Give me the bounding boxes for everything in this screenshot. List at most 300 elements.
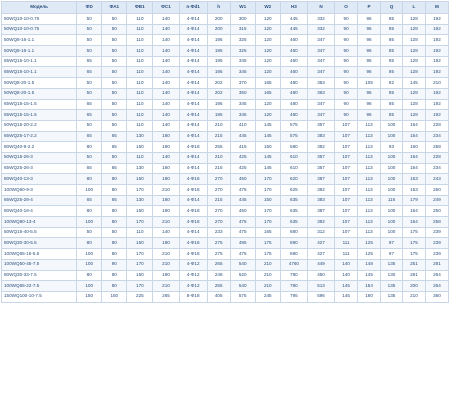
table-row — [2, 217, 449, 228]
table-cell: 170 — [127, 259, 153, 270]
table-cell: 110 — [127, 88, 153, 99]
column-header: W2 — [255, 2, 280, 14]
table-cell: 690 — [280, 249, 307, 260]
table-cell: 148 — [358, 259, 381, 270]
table-cell: 107 — [335, 217, 358, 228]
model-cell: 80WQ40-9-2.2 — [2, 142, 77, 153]
model-cell: 65WQ15-10-1.1 — [2, 56, 77, 67]
table-cell: 475 — [230, 217, 255, 228]
table-cell: 80 — [77, 270, 102, 281]
table-row — [2, 24, 449, 35]
table-cell: 90 — [335, 67, 358, 78]
table-cell: 111 — [335, 238, 358, 249]
table-cell: 392 — [307, 142, 334, 153]
model-cell: 65WQ25-17-2.2 — [2, 131, 77, 142]
table-cell: 100 — [381, 152, 403, 163]
table-cell: 4-Φ18 — [179, 185, 207, 196]
table-cell: 596 — [307, 291, 334, 302]
table-cell: 140 — [335, 270, 358, 281]
table-cell: 392 — [307, 185, 334, 196]
table-cell: 153 — [402, 185, 425, 196]
table-cell: 325 — [230, 46, 255, 57]
table-cell: 110 — [127, 35, 153, 46]
column-header: O — [335, 2, 358, 14]
table-cell: 96 — [358, 24, 381, 35]
table-cell: 245 — [255, 291, 280, 302]
table-cell: 680 — [280, 227, 307, 238]
table-cell: 4-Φ14 — [179, 88, 207, 99]
table-cell: 190 — [153, 142, 179, 153]
table-cell: 65 — [77, 99, 102, 110]
table-cell: 128 — [402, 35, 425, 46]
table-cell: 100 — [381, 120, 403, 131]
table-cell: 4-Φ18 — [179, 217, 207, 228]
table-cell: 275 — [207, 249, 230, 260]
table-cell: 128 — [402, 24, 425, 35]
table-cell: 202 — [207, 88, 230, 99]
table-cell: 113 — [358, 217, 381, 228]
table-cell: 120 — [255, 46, 280, 57]
table-cell: 145 — [255, 131, 280, 142]
table-cell: 164 — [402, 217, 425, 228]
column-header: Q — [381, 2, 403, 14]
table-row — [2, 259, 449, 270]
table-cell: 264 — [425, 270, 448, 281]
column-header: P — [358, 2, 381, 14]
table-cell: 635 — [280, 206, 307, 217]
table-cell: 215 — [207, 131, 230, 142]
table-cell: 128 — [402, 99, 425, 110]
table-cell: 449 — [307, 259, 334, 270]
table-cell: 65 — [77, 67, 102, 78]
table-cell: 370 — [230, 78, 255, 89]
table-cell: 195 — [207, 110, 230, 121]
column-header: W1 — [230, 2, 255, 14]
table-cell: 110 — [127, 46, 153, 57]
table-cell: 107 — [335, 163, 358, 174]
table-cell: 4-Φ14 — [179, 56, 207, 67]
table-cell: 80 — [102, 217, 127, 228]
table-cell: 100 — [77, 249, 102, 260]
table-cell: 575 — [230, 291, 255, 302]
column-header: ΦC1 — [153, 2, 179, 14]
table-cell: 281 — [402, 270, 425, 281]
table-cell: 275 — [207, 238, 230, 249]
table-cell: 90 — [335, 99, 358, 110]
table-cell: 113 — [358, 185, 381, 196]
table-cell: 96 — [358, 88, 381, 99]
table-cell: 210 — [255, 259, 280, 270]
column-header: Модель — [2, 2, 77, 14]
table-cell: 145 — [255, 120, 280, 131]
table-cell: 107 — [335, 152, 358, 163]
table-cell: 175 — [255, 238, 280, 249]
table-cell: 50 — [102, 56, 127, 67]
table-cell: 392 — [307, 217, 334, 228]
table-body — [2, 14, 449, 303]
table-cell: 100 — [381, 217, 403, 228]
table-cell: 150 — [77, 291, 102, 302]
table-cell: 445 — [280, 14, 307, 25]
table-cell: 107 — [335, 131, 358, 142]
table-cell: 82 — [381, 78, 403, 89]
table-cell: 80 — [102, 185, 127, 196]
table-cell: 140 — [153, 120, 179, 131]
table-cell: 128 — [402, 67, 425, 78]
table-cell: 4-Φ18 — [179, 249, 207, 260]
table-cell: 610 — [280, 163, 307, 174]
table-cell: 192 — [425, 24, 448, 35]
table-cell: 113 — [358, 227, 381, 238]
table-cell: 100 — [381, 206, 403, 217]
table-cell: 445 — [230, 131, 255, 142]
table-cell: 312 — [307, 227, 334, 238]
table-cell: 150 — [255, 142, 280, 153]
table-cell: 135 — [381, 259, 403, 270]
table-row — [2, 131, 449, 142]
table-cell: 195 — [207, 35, 230, 46]
table-cell: 107 — [335, 174, 358, 185]
table-cell: 50 — [102, 46, 127, 57]
table-cell: 85 — [381, 24, 403, 35]
table-cell: 195 — [207, 56, 230, 67]
table-cell: 107 — [335, 206, 358, 217]
table-cell: 427 — [307, 238, 334, 249]
table-cell: 540 — [230, 281, 255, 292]
table-cell: 80 — [102, 249, 127, 260]
table-cell: 580 — [280, 142, 307, 153]
table-cell: 80 — [102, 238, 127, 249]
table-cell: 100 — [381, 227, 403, 238]
table-cell: 415 — [230, 142, 255, 153]
table-cell: 258 — [425, 217, 448, 228]
table-cell: 150 — [127, 238, 153, 249]
table-cell: 202 — [207, 78, 230, 89]
model-cell: 50WQ8-20-1.5 — [2, 88, 77, 99]
table-row — [2, 195, 449, 206]
table-cell: 635 — [280, 195, 307, 206]
table-cell: 383 — [307, 195, 334, 206]
table-cell: 120 — [255, 99, 280, 110]
table-cell: 345 — [230, 99, 255, 110]
table-cell: 175 — [402, 249, 425, 260]
table-cell: 100 — [77, 281, 102, 292]
table-cell: 460 — [280, 46, 307, 57]
table-cell: 4-Φ12 — [179, 281, 207, 292]
table-cell: 4-Φ14 — [179, 24, 207, 35]
table-cell: 248 — [207, 270, 230, 281]
table-cell: 93 — [381, 142, 403, 153]
model-cell: 65WQ15-15-1.5 — [2, 99, 77, 110]
table-cell: 65 — [102, 195, 127, 206]
table-cell: 350 — [230, 88, 255, 99]
table-cell: 325 — [230, 35, 255, 46]
table-cell: 113 — [358, 131, 381, 142]
table-cell: 4-Φ14 — [179, 120, 207, 131]
table-cell: 4-Φ18 — [179, 142, 207, 153]
table-cell: 90 — [335, 24, 358, 35]
column-header: N — [307, 2, 334, 14]
table-cell: 347 — [307, 99, 334, 110]
table-cell: 540 — [230, 259, 255, 270]
table-cell: 110 — [127, 110, 153, 121]
table-cell: 100 — [77, 217, 102, 228]
column-header: ΦD — [77, 2, 102, 14]
table-cell: 116 — [381, 195, 403, 206]
table-cell: 243 — [425, 174, 448, 185]
table-cell: 110 — [127, 78, 153, 89]
table-cell: 179 — [402, 195, 425, 206]
table-cell: 65 — [77, 131, 102, 142]
table-cell: 210 — [153, 249, 179, 260]
table-cell: 460 — [280, 56, 307, 67]
column-header: ΦB1 — [127, 2, 153, 14]
table-cell: 357 — [307, 163, 334, 174]
model-cell: 100WQ65-22-7.5 — [2, 281, 77, 292]
table-cell: 363 — [307, 78, 334, 89]
table-cell: 192 — [425, 35, 448, 46]
table-cell: 8-Φ18 — [179, 291, 207, 302]
table-row — [2, 281, 449, 292]
table-cell: 97 — [381, 249, 403, 260]
table-cell: 4-Φ18 — [179, 206, 207, 217]
table-cell: 96 — [358, 99, 381, 110]
table-cell: 140 — [153, 152, 179, 163]
model-cell: 100WQ80-13-4 — [2, 217, 77, 228]
table-cell: 80 — [102, 174, 127, 185]
table-cell: 80 — [77, 238, 102, 249]
table-row — [2, 291, 449, 302]
table-cell: 120 — [255, 35, 280, 46]
model-cell: 50WQ15-26-3 — [2, 152, 77, 163]
model-cell: 80WQ40-13-3 — [2, 174, 77, 185]
table-row — [2, 163, 449, 174]
table-cell: 255 — [207, 281, 230, 292]
table-cell: 65 — [77, 56, 102, 67]
table-cell: 4-Φ14 — [179, 46, 207, 57]
model-cell: 50WQ10-10-0.75 — [2, 24, 77, 35]
table-cell: 120 — [255, 67, 280, 78]
table-cell: 164 — [402, 131, 425, 142]
table-cell: 4-Φ18 — [179, 238, 207, 249]
table-cell: 160 — [153, 163, 179, 174]
table-cell: 480 — [280, 78, 307, 89]
table-cell: 90 — [335, 88, 358, 99]
table-cell: 128 — [402, 56, 425, 67]
table-cell: 50 — [77, 78, 102, 89]
table-cell: 190 — [153, 238, 179, 249]
table-cell: 107 — [335, 195, 358, 206]
table-cell: 4-Φ14 — [179, 195, 207, 206]
table-cell: 80 — [77, 206, 102, 217]
table-cell: 113 — [358, 120, 381, 131]
table-cell: 120 — [255, 24, 280, 35]
table-cell: 445 — [230, 195, 255, 206]
table-cell: 200 — [207, 14, 230, 25]
table-cell: 170 — [255, 185, 280, 196]
table-cell: 105 — [358, 78, 381, 89]
table-row — [2, 238, 449, 249]
table-cell: 90 — [335, 56, 358, 67]
table-header-row — [2, 2, 449, 14]
table-row — [2, 174, 449, 185]
table-cell: 160 — [153, 195, 179, 206]
table-cell: 258 — [425, 142, 448, 153]
table-cell: 210 — [153, 281, 179, 292]
table-cell: 50 — [102, 78, 127, 89]
table-cell: 780 — [280, 270, 307, 281]
table-cell: 475 — [230, 249, 255, 260]
table-cell: 80 — [102, 206, 127, 217]
table-cell: 90 — [335, 46, 358, 57]
table-cell: 80 — [77, 174, 102, 185]
table-cell: 383 — [307, 131, 334, 142]
table-cell: 4-Φ14 — [179, 35, 207, 46]
table-cell: 140 — [153, 46, 179, 57]
table-cell: 145 — [335, 281, 358, 292]
table-cell: 120 — [255, 110, 280, 121]
table-cell: 190 — [153, 206, 179, 217]
table-cell: 145 — [402, 78, 425, 89]
column-header: h — [207, 2, 230, 14]
table-cell: 170 — [127, 185, 153, 196]
table-cell: 50 — [102, 14, 127, 25]
table-cell: 140 — [153, 227, 179, 238]
spec-table-container — [1, 1, 449, 303]
table-cell: 90 — [335, 78, 358, 89]
table-row — [2, 142, 449, 153]
table-cell: 50 — [102, 227, 127, 238]
table-cell: 65 — [77, 163, 102, 174]
model-cell: 150WQ100-10-7.5 — [2, 291, 77, 302]
table-cell: 270 — [207, 185, 230, 196]
column-header: H3 — [280, 2, 307, 14]
table-cell: 427 — [307, 249, 334, 260]
table-cell: 4-Φ14 — [179, 78, 207, 89]
table-cell: 228 — [425, 152, 448, 163]
table-cell: 130 — [127, 195, 153, 206]
table-cell: 50 — [77, 46, 102, 57]
table-cell: 96 — [358, 67, 381, 78]
table-cell: 80 — [102, 270, 127, 281]
table-cell: 150 — [127, 270, 153, 281]
table-cell: 113 — [358, 152, 381, 163]
table-row — [2, 67, 449, 78]
table-cell: 281 — [425, 259, 448, 270]
table-cell: 107 — [335, 227, 358, 238]
table-cell: 234 — [425, 131, 448, 142]
table-cell: 795 — [280, 291, 307, 302]
model-cell: 65WQ25-26-3 — [2, 163, 77, 174]
table-cell: 357 — [307, 120, 334, 131]
table-cell: 135 — [381, 291, 403, 302]
table-cell: 249 — [425, 195, 448, 206]
table-cell: 4-Φ14 — [179, 14, 207, 25]
model-cell: 100WQ50-45-7.5 — [2, 259, 77, 270]
table-cell: 475 — [230, 227, 255, 238]
table-cell: 387 — [307, 206, 334, 217]
table-cell: 140 — [153, 14, 179, 25]
table-cell: 210 — [153, 259, 179, 270]
table-cell: 50 — [102, 35, 127, 46]
table-cell: 170 — [127, 249, 153, 260]
table-cell: 50 — [77, 88, 102, 99]
table-cell: 113 — [358, 163, 381, 174]
table-cell: 425 — [230, 152, 255, 163]
table-cell: 90 — [335, 14, 358, 25]
table-cell: 96 — [358, 35, 381, 46]
table-row — [2, 270, 449, 281]
table-cell: 260 — [425, 185, 448, 196]
table-cell: 233 — [207, 227, 230, 238]
table-cell: 164 — [402, 152, 425, 163]
table-cell: 50 — [77, 24, 102, 35]
table-cell: 50 — [102, 120, 127, 131]
model-cell: 65WQ15-15-1.5 — [2, 110, 77, 121]
table-cell: 210 — [425, 78, 448, 89]
table-cell: 170 — [255, 217, 280, 228]
table-cell: 192 — [425, 67, 448, 78]
table-cell: 140 — [153, 56, 179, 67]
table-cell: 445 — [280, 24, 307, 35]
table-row — [2, 120, 449, 131]
table-row — [2, 78, 449, 89]
table-cell: 228 — [425, 120, 448, 131]
model-cell: 50WQ15-20-2.2 — [2, 120, 77, 131]
table-cell: 113 — [358, 174, 381, 185]
table-cell: 360 — [425, 291, 448, 302]
table-row — [2, 249, 449, 260]
table-cell: 4-Φ14 — [179, 163, 207, 174]
table-cell: 90 — [335, 35, 358, 46]
table-cell: 192 — [425, 99, 448, 110]
table-cell: 450 — [230, 206, 255, 217]
table-cell: 192 — [425, 110, 448, 121]
table-cell: 4-Φ12 — [179, 259, 207, 270]
model-cell: 80WQ30-30-5.5 — [2, 238, 77, 249]
model-cell: 65WQ15-10-1.1 — [2, 67, 77, 78]
table-cell: 345 — [230, 110, 255, 121]
table-cell: 145 — [335, 291, 358, 302]
table-cell: 50 — [102, 67, 127, 78]
table-cell: 450 — [230, 174, 255, 185]
table-cell: 140 — [153, 67, 179, 78]
table-cell: 190 — [153, 174, 179, 185]
table-cell: 610 — [280, 152, 307, 163]
table-cell: 110 — [127, 24, 153, 35]
table-cell: 96 — [358, 46, 381, 57]
table-cell: 195 — [207, 99, 230, 110]
table-cell: 111 — [335, 249, 358, 260]
table-cell: 85 — [381, 14, 403, 25]
table-cell: 480 — [280, 88, 307, 99]
table-cell: 164 — [402, 163, 425, 174]
table-cell: 165 — [255, 227, 280, 238]
table-cell: 239 — [425, 249, 448, 260]
table-cell: 345 — [230, 67, 255, 78]
model-cell: 50WQ10-10-0.75 — [2, 14, 77, 25]
table-cell: 150 — [102, 291, 127, 302]
table-cell: 145 — [255, 152, 280, 163]
table-cell: 85 — [381, 110, 403, 121]
table-cell: 270 — [207, 206, 230, 217]
table-cell: 250 — [425, 206, 448, 217]
table-cell: 347 — [307, 110, 334, 121]
table-cell: 140 — [153, 110, 179, 121]
table-cell: 210 — [153, 185, 179, 196]
column-header: n-Φd1 — [179, 2, 207, 14]
table-cell: 170 — [127, 217, 153, 228]
